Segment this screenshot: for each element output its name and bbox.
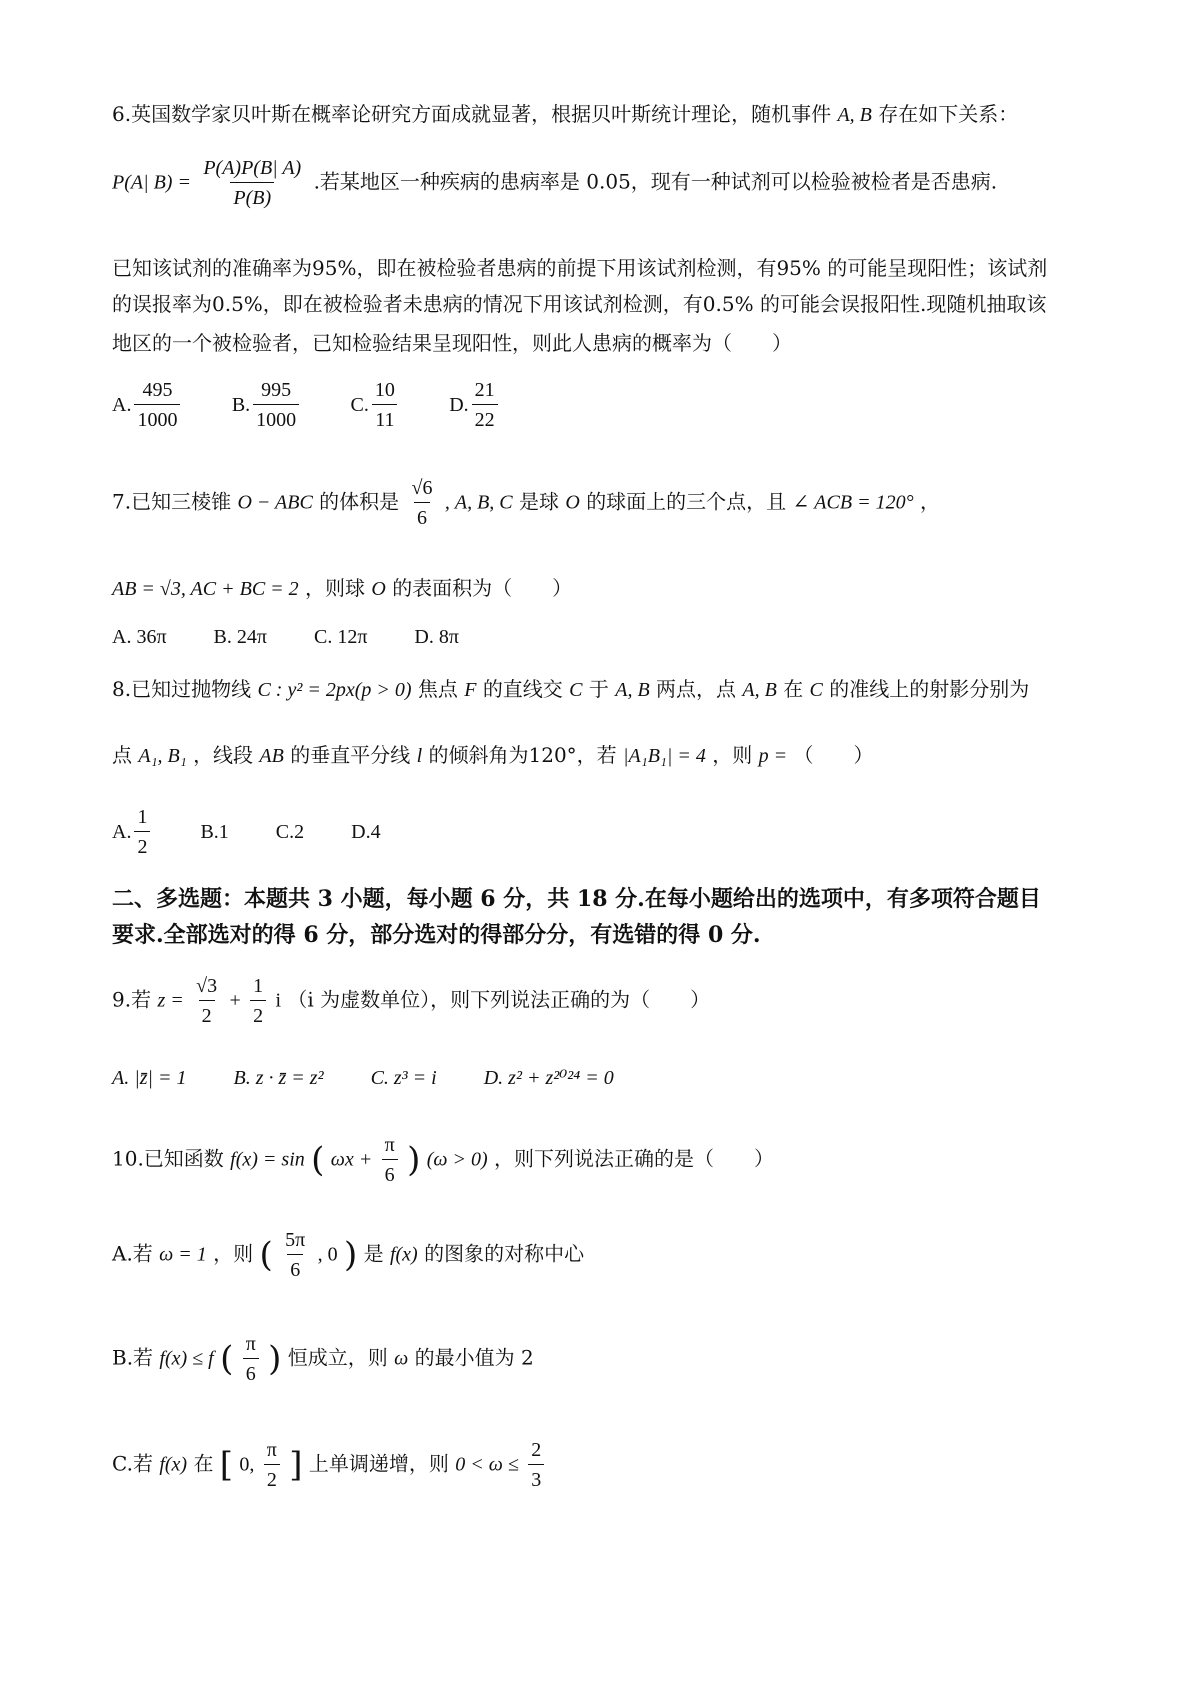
q10-b-left-paren: ( [220,1339,234,1379]
q10-c-bound-fraction [528,1440,544,1490]
q10-a-right-paren: ) [343,1235,358,1275]
section2-heading-line1: 二、多选题：本题共 3 小题，每小题 6 分，共 18 分.在每小题给出的选项中，有多项符合题目 [112,886,1041,912]
q7-volume-denominator: 6 [414,502,430,528]
q7-ball-o: O [565,491,580,514]
q8-line1 [112,679,1029,700]
q8-option-d[interactable]: D.4 [351,821,381,843]
q10-a-text1: ，则 [213,1241,254,1266]
q10-c-int-denominator: 2 [264,1464,280,1490]
section2-heading-line2: 要求.全部选对的得 6 分，部分选对的得部分分，有选错的得 0 分. [112,922,761,948]
q10-line1 [112,1135,774,1185]
q10-b-prefix: B.若 [112,1345,154,1370]
q6-line4: 的误报率为0.5%，即在被检验者未患病的情况下用该试剂检测，有0.5% 的可能会误报阳性.现随机抽取该 [112,292,1047,316]
q10-a-point-rest: , 0 [317,1243,338,1266]
q8-option-c[interactable]: C.2 [275,821,305,843]
q6-option-b[interactable] [232,380,302,430]
q8-text-points: 两点，点 [656,677,737,701]
q10-a-denominator: 6 [287,1254,303,1280]
option-label: C. [350,394,369,416]
q9-option-c[interactable]: C. z³ = i [370,1067,437,1089]
q8-points-ab: A, B [615,679,650,701]
q10-b-numerator: π [245,1333,256,1355]
q8-option-a[interactable] [112,807,153,857]
option-numerator: 1 [137,806,148,828]
q7-text-ball: 是球 [519,489,560,514]
q10-b-right-paren: ) [268,1339,282,1379]
q9-line1 [112,976,710,1026]
q8-projection-points: A₁, B₁ [138,745,187,767]
q6-line1-end: 存在如下关系： [878,102,1019,126]
q10-c-int-numerator: π [266,1439,277,1461]
q6-option-a[interactable] [112,380,183,430]
q10-c-interval-fraction [264,1440,280,1490]
q8-line2 [112,745,873,766]
q10-a-prefix: A.若 [112,1241,153,1266]
q6-option-d[interactable] [449,380,500,430]
q9-option-a[interactable]: A. |z̄| = 1 [112,1067,187,1089]
q8-points-ab-2: A, B [742,679,777,701]
q10-b-omega: ω [394,1347,409,1370]
q7-option-d[interactable]: D. 8π [414,626,459,648]
q7-line1 [112,478,940,528]
q10-pi-denominator: 6 [382,1159,398,1185]
q6-line1-text: 6.英国数学家贝叶斯在概率论研究方面成就显著，根据贝叶斯统计理论，随机事件 [112,102,832,126]
q7-volume-numerator: √6 [411,477,433,499]
q7-volume-fraction [409,478,436,528]
option-denominator: 22 [472,404,498,430]
q8-option-b[interactable]: B.1 [200,821,229,843]
q8-segment-ab: AB [259,745,284,767]
q8-focus-f: F [464,679,477,701]
q9-plus: + [229,989,241,1012]
q7-text-volume: 的体积是 [319,489,400,514]
q8-text-at: 于 [588,677,609,701]
q8-condition: |A₁B₁| = 4 [623,745,706,767]
q8-l2-text2: 的垂直平分线 [290,743,411,767]
q6-formula-line [112,158,997,208]
q7-options [112,627,501,647]
q7-option-b[interactable]: B. 24π [213,626,267,648]
q7-prefix: 7.已知三棱锥 [112,489,232,514]
q9-fraction-1 [193,976,220,1026]
q9-f2-numerator: 1 [253,975,264,997]
q8-line-l: l [416,745,423,767]
q6-line3: 已知该试剂的准确率为95%，即在被检验者患病的前提下用该试剂检测，有95% 的可能呈现阳性；该试剂 [112,256,1048,280]
q9-imag-i: i [275,989,281,1012]
q7-line2 [112,578,572,599]
q7-line2-ball: O [371,578,386,600]
q7-comma: ， [919,489,940,514]
q10-option-a[interactable] [112,1230,584,1280]
q6-bayes-fraction [200,158,304,208]
q7-points: , A, B, C [444,491,513,514]
q10-c-right-bracket: ] [289,1445,303,1485]
q8-l2-text1: ，线段 [193,743,254,767]
q10-pi-numerator: π [384,1134,395,1156]
q10-a-numerator: 5π [285,1229,306,1251]
q6-formula-lhs: P(A| B) = [112,171,191,194]
q10-b-denominator: 6 [243,1358,259,1384]
q10-condition: (ω > 0) [426,1148,488,1171]
q7-angle: ∠ ACB = 120° [792,491,914,514]
q10-c-fx: f(x) [159,1453,188,1476]
option-denominator: 1000 [253,404,299,430]
q8-options [112,807,423,857]
q6-line2-text: .若某地区一种疾病的患病率是 0.05，现有一种试剂可以检验被检者是否患病. [313,169,998,194]
q8-curve-c: C [569,679,583,701]
q7-option-c[interactable]: C. 12π [313,626,368,648]
q8-p-equals: p = [758,745,788,767]
q10-c-left-bracket: [ [219,1445,234,1485]
q10-c-interval-start: 0, [239,1453,255,1476]
q10-c-inequality: 0 < ω ≤ [455,1453,519,1476]
q8-text-line: 的直线交 [482,677,563,701]
q8-text-focus: 焦点 [417,677,458,701]
option-denominator: 11 [372,404,397,430]
q9-options [112,1068,656,1088]
q8-l2-end: （ ） [793,743,874,767]
q8-l2-prefix: 点 [112,743,132,767]
q10-a-fraction [282,1230,308,1280]
option-label: B. [231,394,251,416]
q10-c-prefix: C.若 [112,1451,153,1476]
q10-option-c[interactable] [112,1440,547,1490]
q6-line1 [112,104,1018,125]
q10-left-paren: ( [311,1140,325,1180]
q6-line5: 地区的一个被检验者，已知检验结果呈现阳性，则此人患病的概率为（ ） [112,331,792,355]
q10-c-numerator: 2 [531,1439,542,1461]
q10-c-text1: 在 [193,1451,214,1476]
q10-c-text2: 上单调递增，则 [308,1451,449,1476]
option-label: A. [112,394,132,416]
option-label: A. [112,821,132,843]
option-denominator: 1000 [134,404,180,430]
q10-a-text3: 的图象的对称中心 [424,1241,585,1266]
q9-prefix: 9.若 [112,987,152,1012]
option-numerator: 495 [142,379,173,401]
q8-curve-c-2: C [809,679,823,701]
q6-options [112,380,543,430]
q10-omega-x: ωx + [330,1148,373,1171]
q10-a-omega: ω = 1 [159,1243,207,1266]
q10-option-b[interactable] [112,1334,534,1384]
q9-f1-denominator: 2 [199,1000,215,1026]
q9-fraction-2 [250,976,266,1026]
q9-f2-denominator: 2 [250,1000,266,1026]
q10-right-paren: ) [407,1140,421,1180]
option-denominator: 2 [134,831,150,857]
q6-formula-denominator: P(B) [230,182,274,208]
q8-parabola: C : y² = 2px(p > 0) [257,679,412,701]
q10-fx: f(x) = sin [230,1148,305,1171]
q9-f1-numerator: √3 [196,975,218,997]
q8-text-projection: 的准线上的射影分别为 [829,677,1030,701]
q10-a-text2: 是 [363,1241,384,1266]
q6-option-c[interactable] [351,380,401,430]
q6-events: A, B [837,104,872,126]
q9-z-equals: z = [157,989,184,1012]
option-numerator: 21 [474,379,495,401]
q9-text: （i 为虚数单位），则下列说法正确的为（ ） [287,987,711,1012]
q8-l2-text3: 的倾斜角为120°，若 [428,743,617,767]
q10-a-fx: f(x) [389,1243,418,1266]
q7-option-a[interactable]: A. 36π [112,626,167,648]
q10-pi-over-6 [382,1135,398,1185]
q7-line2-text: ，则球 [305,576,366,600]
q10-a-left-paren: ( [259,1235,273,1275]
q10-b-fraction [243,1334,259,1384]
q10-text: ，则下列说法正确的是（ ） [494,1146,774,1171]
q8-text-in: 在 [783,677,804,701]
q10-b-text2: 的最小值为 2 [414,1345,534,1370]
q6-formula-numerator: P(A)P(B| A) [203,157,302,179]
q7-conditions: AB = √3, AC + BC = 2 [112,578,299,600]
q10-prefix: 10.已知函数 [112,1146,224,1171]
option-numerator: 10 [374,379,395,401]
q7-text-sphere: 的球面上的三个点，且 [586,489,787,514]
option-label: D. [449,394,469,416]
q10-b-text1: 恒成立，则 [287,1345,388,1370]
q7-pyramid: O − ABC [237,491,313,514]
q8-prefix: 8.已知过抛物线 [112,677,252,701]
q7-line2-end: 的表面积为（ ） [392,576,573,600]
q9-option-d[interactable]: D. z² + z²⁰²⁴ = 0 [483,1067,614,1089]
q10-c-denominator: 3 [528,1464,544,1490]
q10-b-fx: f(x) ≤ f [159,1347,214,1370]
q8-l2-text4: ，则 [712,743,753,767]
q9-option-b[interactable]: B. z · z̄ = z² [233,1067,324,1089]
option-numerator: 995 [261,379,292,401]
